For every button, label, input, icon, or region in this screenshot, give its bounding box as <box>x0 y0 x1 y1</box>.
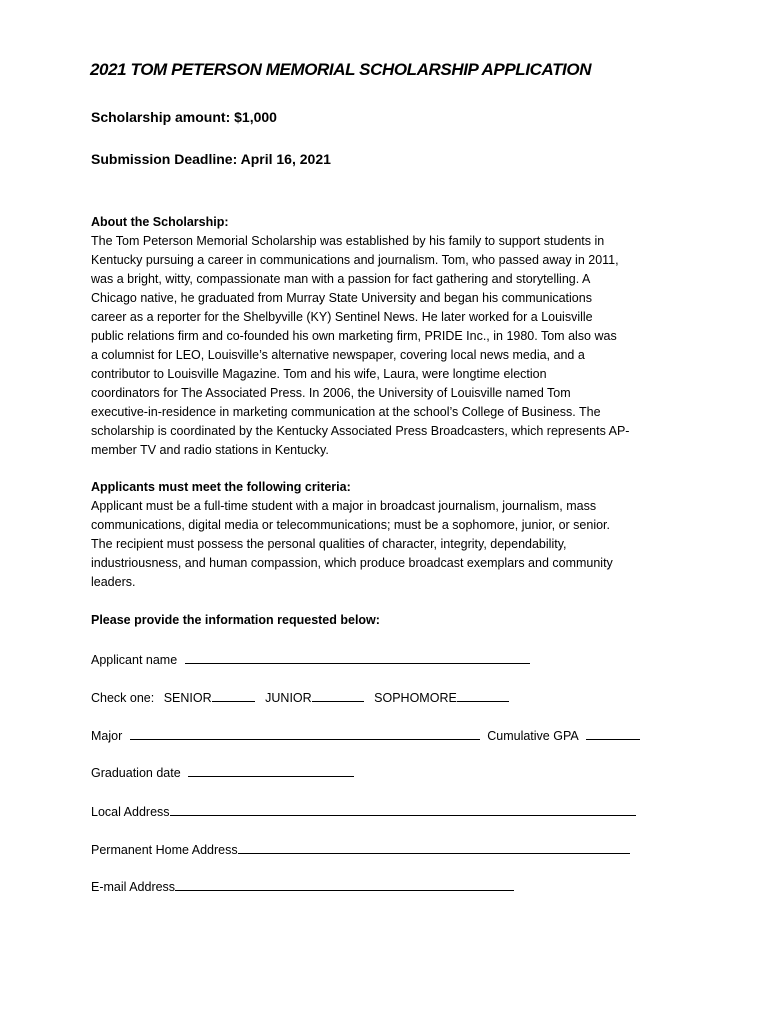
about-line: Chicago native, he graduated from Murray State University and began his communications <box>91 291 592 305</box>
about-line: The Tom Peterson Memorial Scholarship was established by his family to support students in <box>91 234 605 248</box>
form-heading: Please provide the information requested below: <box>91 613 380 627</box>
local-address-label: Local Address <box>91 805 170 819</box>
about-line: contributor to Louisville Magazine. Tom and his wife, Laura, were longtime election <box>91 367 547 381</box>
email-row <box>91 876 514 895</box>
email-address-label: E-mail Address <box>91 880 176 894</box>
about-line: Kentucky pursuing a career in communications and journalism. Tom, who passed away in 2011, <box>91 253 619 267</box>
criteria-heading: Applicants must meet the following criteria: <box>91 480 351 494</box>
major-gpa-row <box>91 725 640 744</box>
applicant-name-row <box>91 649 530 668</box>
class-year-row <box>91 687 509 706</box>
criteria-line: industriousness, and human compassion, which produce broadcast exemplars and community <box>91 556 613 570</box>
criteria-line: communications, digital media or telecommunications; must be a sophomore, junior, or senior. <box>91 518 611 532</box>
submission-deadline: Submission Deadline: April 16, 2021 <box>91 151 331 167</box>
criteria-line: The recipient must possess the personal qualities of character, integrity, dependability, <box>91 537 567 551</box>
gpa-label: Cumulative GPA <box>487 729 579 743</box>
permanent-address-label: Permanent Home Address <box>91 843 238 857</box>
about-line: career as a reporter for the Shelbyville (KY) Sentinel News. He later worked for a Louisville <box>91 310 593 324</box>
gpa-field[interactable] <box>586 725 640 740</box>
graduation-date-field[interactable] <box>188 762 354 777</box>
local-address-field[interactable] <box>170 801 636 816</box>
sophomore-label: SOPHOMORE <box>374 691 457 705</box>
about-line: a columnist for LEO, Louisville’s alternative newspaper, covering local news media, and a <box>91 348 585 362</box>
permanent-address-field[interactable] <box>238 839 630 854</box>
applicant-name-label: Applicant name <box>91 653 178 667</box>
scholarship-amount: Scholarship amount: $1,000 <box>91 109 277 125</box>
local-address-row <box>91 801 636 820</box>
email-address-field[interactable] <box>175 876 514 891</box>
major-label: Major <box>91 729 123 743</box>
about-paragraph <box>91 232 671 460</box>
graduation-date-label: Graduation date <box>91 766 181 780</box>
about-heading: About the Scholarship: <box>91 215 229 229</box>
sophomore-field[interactable] <box>457 687 509 702</box>
major-field[interactable] <box>130 725 480 740</box>
junior-label: JUNIOR <box>265 691 312 705</box>
about-line: public relations firm and co-founded his own marketing firm, PRIDE Inc., in 1980. Tom also was <box>91 329 617 343</box>
about-line: scholarship is coordinated by the Kentucky Associated Press Broadcasters, which represents AP- <box>91 424 630 438</box>
junior-field[interactable] <box>312 687 364 702</box>
document-title: 2021 TOM PETERSON MEMORIAL SCHOLARSHIP APPLICATION <box>90 60 592 79</box>
permanent-address-row <box>91 839 630 858</box>
senior-field[interactable] <box>212 687 255 702</box>
about-line: was a bright, witty, compassionate man with a passion for fact gathering and storytelling. A <box>91 272 591 286</box>
criteria-line: leaders. <box>91 575 136 589</box>
graduation-row <box>91 762 354 781</box>
criteria-line: Applicant must be a full-time student with a major in broadcast journalism, journalism, mass <box>91 499 597 513</box>
applicant-name-field[interactable] <box>185 649 530 664</box>
about-line: member TV and radio stations in Kentucky. <box>91 443 329 457</box>
about-line: executive-in-residence in marketing communication at the school’s College of Business. The <box>91 405 601 419</box>
criteria-paragraph <box>91 497 671 592</box>
about-line: coordinators for The Associated Press. In 2006, the University of Louisville named Tom <box>91 386 571 400</box>
senior-label: SENIOR <box>163 691 212 705</box>
check-one-label: Check one: <box>91 691 155 705</box>
